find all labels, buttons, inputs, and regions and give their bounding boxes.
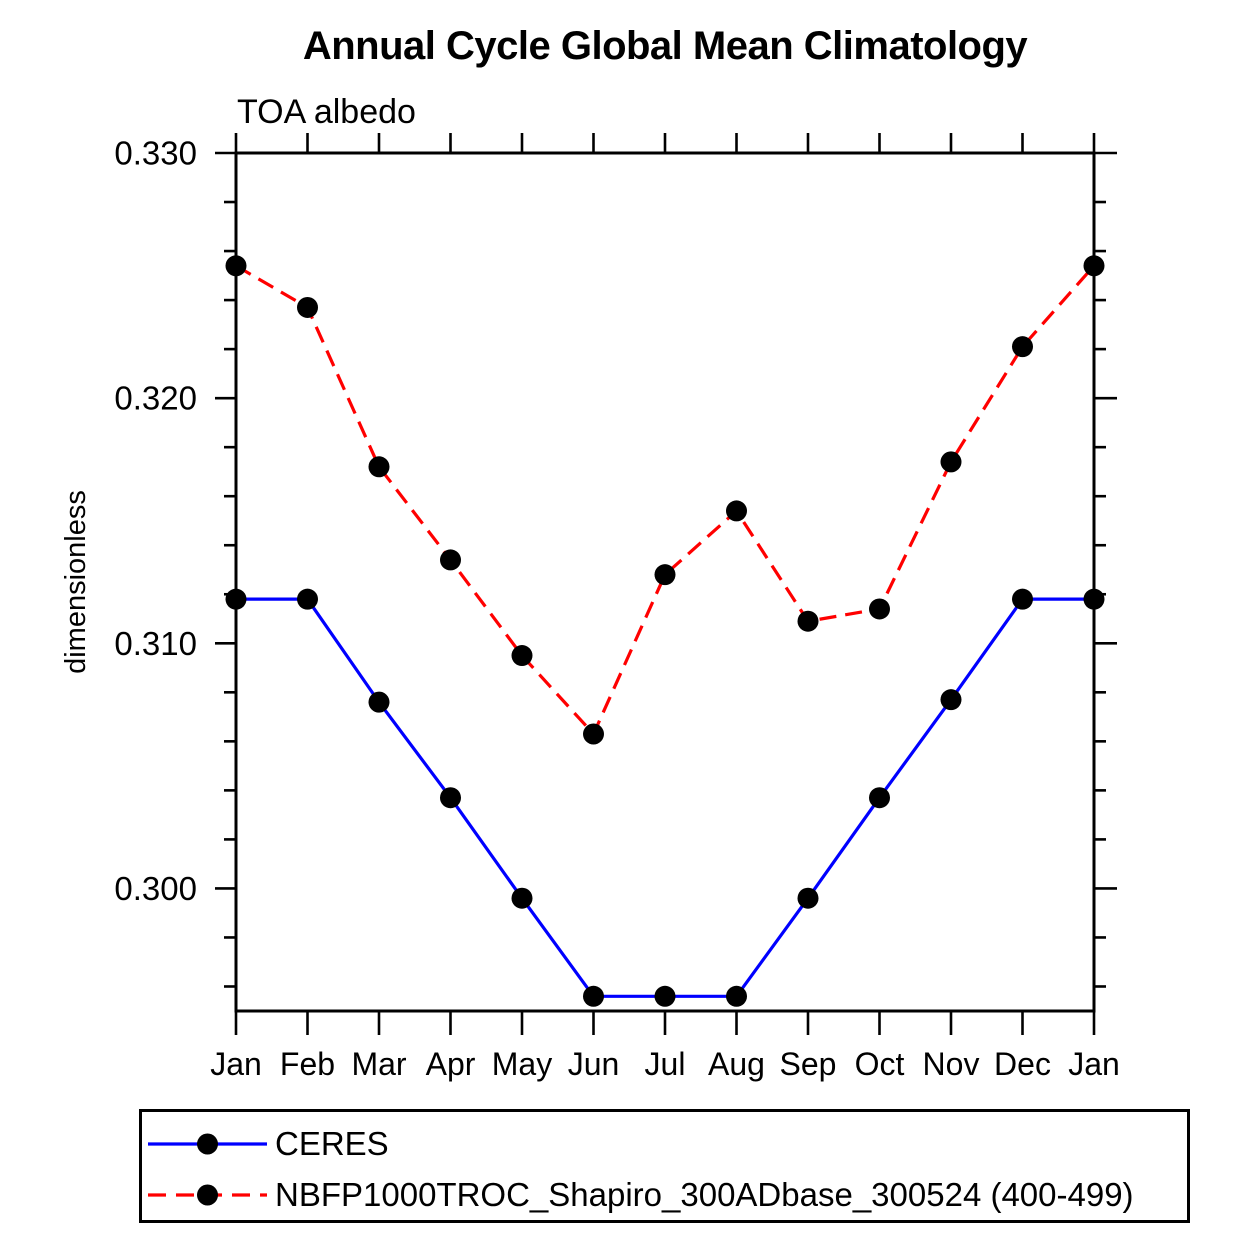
series-line-nbfp (236, 266, 1094, 734)
data-point-marker-ceres (798, 888, 819, 909)
data-point-marker-ceres (512, 888, 533, 909)
x-tick-label: Aug (708, 1046, 765, 1083)
data-point-marker-nbfp (512, 645, 533, 666)
x-tick-label: Nov (922, 1046, 980, 1083)
x-tick-label: Jan (210, 1046, 262, 1083)
legend (139, 1109, 1190, 1223)
legend-line-sample-nbfp (146, 1173, 269, 1217)
data-point-marker-ceres (655, 986, 676, 1007)
y-tick-label: 0.330 (114, 134, 197, 172)
data-point-marker-ceres (226, 589, 247, 610)
legend-item-ceres (146, 1122, 1186, 1166)
data-point-marker-nbfp (1012, 336, 1033, 357)
data-point-marker-ceres (1084, 589, 1105, 610)
data-point-marker-ceres (297, 589, 318, 610)
y-tick-label: 0.300 (114, 869, 197, 907)
data-point-marker-nbfp (297, 297, 318, 318)
legend-marker-nbfp (197, 1185, 218, 1206)
data-point-marker-nbfp (1084, 255, 1105, 276)
data-point-marker-ceres (583, 986, 604, 1007)
legend-label-nbfp: NBFP1000TROC_Shapiro_300ADbase_300524 (400-499) (275, 1176, 1134, 1213)
chart-title: Annual Cycle Global Mean Climatology (302, 24, 1028, 68)
data-point-marker-ceres (440, 787, 461, 808)
data-point-marker-ceres (726, 986, 747, 1007)
data-point-marker-nbfp (655, 564, 676, 585)
x-tick-label: Jul (644, 1046, 686, 1083)
x-tick-label: Sep (779, 1046, 837, 1083)
data-point-marker-nbfp (726, 500, 747, 521)
data-point-marker-nbfp (440, 549, 461, 570)
x-tick-label: Oct (854, 1046, 905, 1083)
x-tick-label: Jan (1068, 1046, 1120, 1083)
series-line-ceres (236, 599, 1094, 996)
data-point-marker-nbfp (226, 255, 247, 276)
data-point-marker-nbfp (583, 723, 604, 744)
x-tick-label: Jun (567, 1046, 620, 1083)
x-tick-label: Dec (994, 1046, 1051, 1083)
data-point-marker-nbfp (941, 451, 962, 472)
y-tick-label: 0.320 (114, 379, 197, 417)
data-point-marker-ceres (369, 692, 390, 713)
x-tick-label: May (491, 1046, 553, 1083)
data-point-marker-ceres (869, 787, 890, 808)
data-point-marker-ceres (941, 689, 962, 710)
x-tick-label: Feb (279, 1046, 336, 1083)
legend-item-nbfp (146, 1173, 1186, 1217)
data-point-marker-nbfp (798, 611, 819, 632)
y-tick-label: 0.310 (114, 624, 197, 662)
chart-subtitle: TOA albedo (237, 93, 416, 131)
x-tick-label: Mar (351, 1046, 407, 1083)
y-axis-label: dimensionless (60, 490, 92, 674)
data-point-marker-ceres (1012, 589, 1033, 610)
legend-marker-ceres (197, 1134, 218, 1155)
legend-label-ceres: CERES (275, 1125, 389, 1162)
x-tick-label: Apr (425, 1046, 476, 1083)
data-point-marker-nbfp (369, 456, 390, 477)
data-point-marker-nbfp (869, 598, 890, 619)
legend-line-sample-ceres (146, 1122, 269, 1166)
